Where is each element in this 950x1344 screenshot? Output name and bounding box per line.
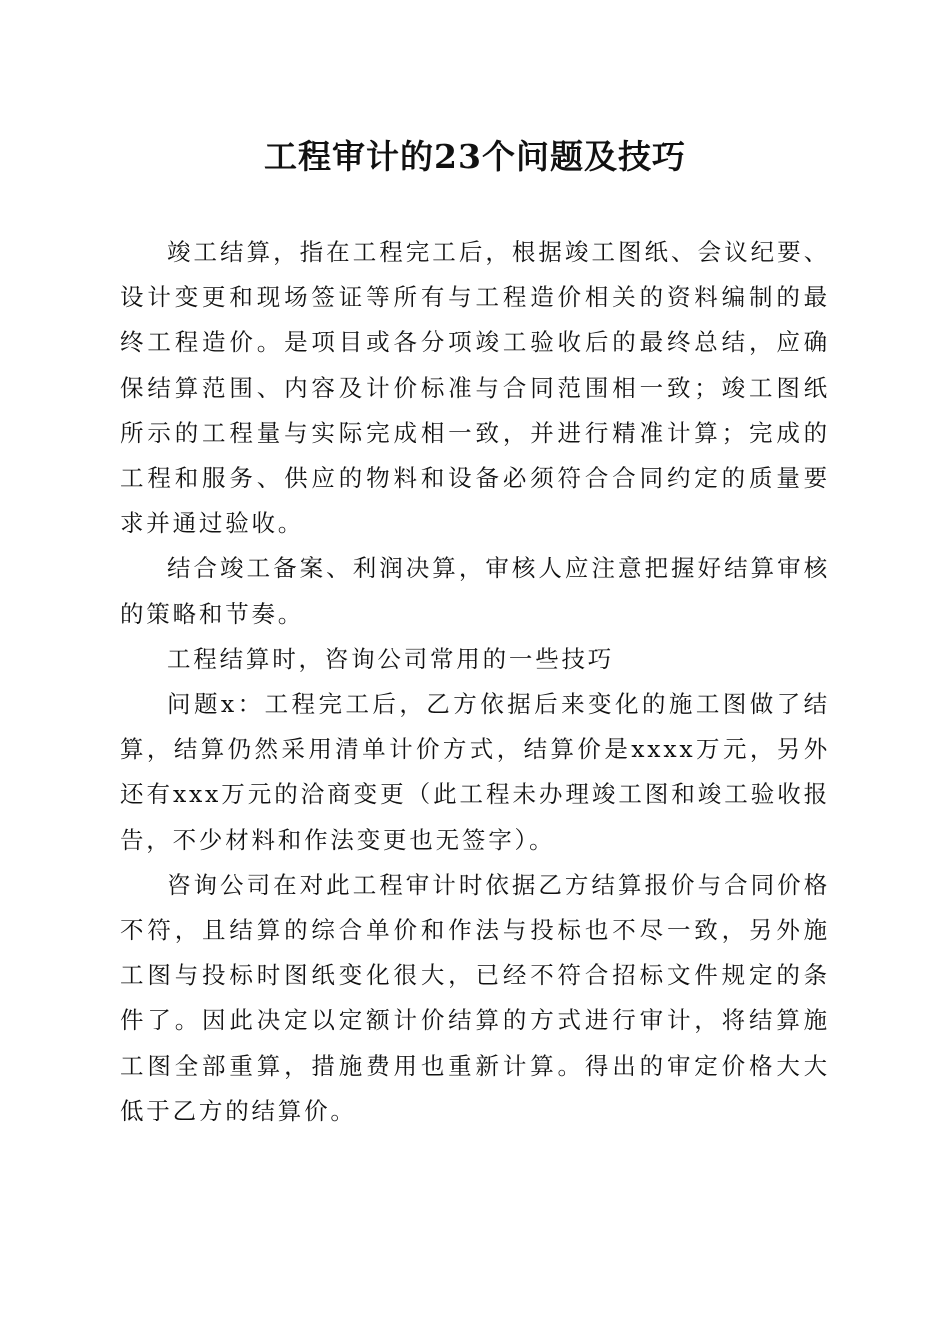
paragraph-audit-decision: 咨询公司在对此工程审计时依据乙方结算报价与合同价格不符，且结算的综合单价和作法与投标也不尽一致，另外施工图与投标时图纸变化很大，已经不符合招标文件规定的条件了。因此决定以定额计价结算的方式进行审计，将结算施工图全部重算，措施费用也重新计算。得出的审定价格大大低于乙方的结算价。	[120, 870, 830, 1125]
document-body	[120, 230, 830, 1134]
document-title: 工程审计的23个问题及技巧	[264, 137, 686, 176]
paragraph-settlement-definition: 竣工结算，指在工程完工后，根据竣工图纸、会议纪要、设计变更和现场签证等所有与工程造价相关的资料编制的最终工程造价。是项目或各分项竣工验收后的最终总结，应确保结算范围、内容及计价标准与合同范围相一致；竣工图纸所示的工程量与实际完成相一致，并进行精准计算；完成的工程和服务、供应的物料和设备必须符合合同约定的质量要求并通过验收。	[120, 238, 830, 538]
paragraph-audit-strategy: 结合竣工备案、利润决算，审核人应注意把握好结算审核的策略和节奏。	[120, 554, 830, 628]
paragraph-consulting-tips-heading: 工程结算时，咨询公司常用的一些技巧	[167, 644, 615, 673]
paragraph-question-x: 问题x：工程完工后，乙方依据后来变化的施工图做了结算，结算仍然采用清单计价方式，结算价是xxxx万元，另外还有xxx万元的洽商变更（此工程未办理竣工图和竣工验收报告，不少材料和作法变更也无签字）。	[120, 690, 830, 854]
